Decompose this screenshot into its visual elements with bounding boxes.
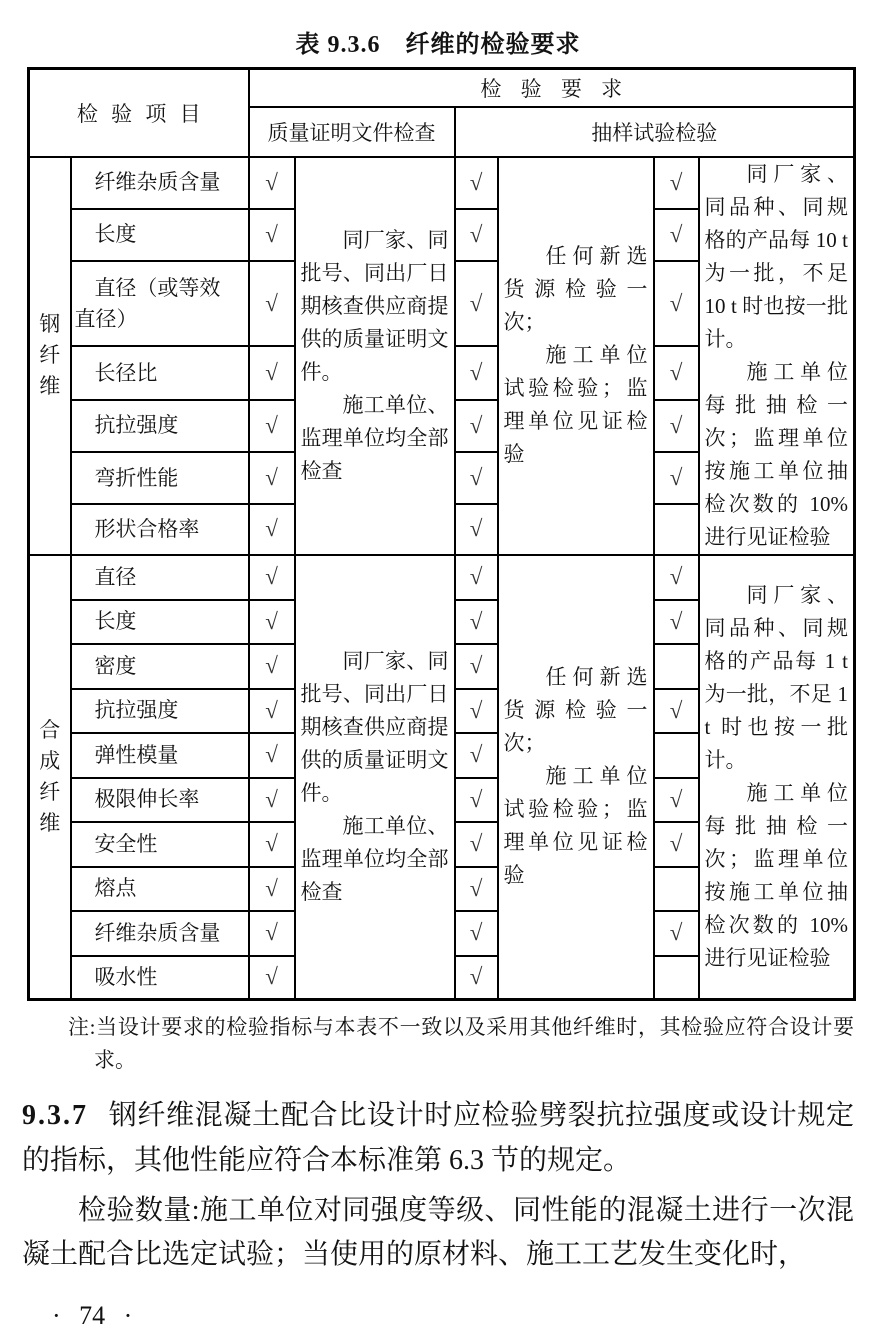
table-row xyxy=(29,157,855,209)
checkmark: √ xyxy=(249,644,295,689)
fiber-inspection-table xyxy=(27,67,856,1001)
item-label: 吸水性 xyxy=(71,956,249,1000)
checkmark: √ xyxy=(455,261,498,346)
item-label: 纤维杂质含量 xyxy=(71,157,249,209)
checkmark: √ xyxy=(455,733,498,778)
checkmark: √ xyxy=(249,157,295,209)
checkmark: √ xyxy=(249,778,295,822)
sampling-text: 任何新选货源检验一次； 施工单位试验检验；监理单位见证检验 xyxy=(498,157,654,555)
header-requirement-col: 检 验 要 求 xyxy=(249,69,855,107)
checkmark: √ xyxy=(654,400,699,452)
table-note: 注:当设计要求的检验指标与本表不一致以及采用其他纤维时，其检验应符合设计要求。 xyxy=(68,1015,854,1072)
checkmark: √ xyxy=(455,600,498,644)
checkmark: √ xyxy=(654,157,699,209)
checkmark: √ xyxy=(654,600,699,644)
checkmark: √ xyxy=(654,778,699,822)
checkmark: √ xyxy=(249,956,295,1000)
checkmark: √ xyxy=(249,822,295,867)
checkmark: √ xyxy=(249,346,295,399)
group-label-synthetic-fiber: 合成纤维 xyxy=(29,555,71,1000)
clause-number: 9.3.7 xyxy=(22,1100,88,1131)
clause-9-3-7 xyxy=(22,1093,854,1183)
checkmark: √ xyxy=(654,689,699,733)
clause-text: 钢纤维混凝土配合比设计时应检验劈裂抗拉强度或设计规定的指标，其他性能应符合本标准第 6.3 节的规定。 xyxy=(22,1100,854,1176)
checkmark: √ xyxy=(654,452,699,504)
checkmark: √ xyxy=(249,555,295,600)
checkmark: √ xyxy=(249,911,295,956)
checkmark: √ xyxy=(455,867,498,911)
checkmark xyxy=(654,867,699,911)
checkmark: √ xyxy=(249,209,295,261)
checkmark: √ xyxy=(654,346,699,399)
checkmark xyxy=(654,733,699,778)
checkmark: √ xyxy=(654,822,699,867)
checkmark: √ xyxy=(455,555,498,600)
item-label: 长径比 xyxy=(71,346,249,399)
checkmark: √ xyxy=(654,911,699,956)
item-label: 抗拉强度 xyxy=(71,400,249,452)
item-label: 形状合格率 xyxy=(71,504,249,554)
header-item-col: 检 验 项 目 xyxy=(29,69,249,157)
checkmark: √ xyxy=(249,261,295,346)
sampling-text: 任何新选货源检验一次； 施工单位试验检验；监理单位见证检验 xyxy=(498,555,654,1000)
checkmark: √ xyxy=(249,400,295,452)
header-cert-col: 质量证明文件检查 xyxy=(249,107,455,157)
item-label: 极限伸长率 xyxy=(71,778,249,822)
table-row xyxy=(29,555,855,600)
item-label: 直径（或等效直径） xyxy=(71,261,249,346)
item-label: 安全性 xyxy=(71,822,249,867)
checkmark: √ xyxy=(654,209,699,261)
batch-rule-text: 同厂家、同品种、同规格的产品每 10 t 为一批，不足 10 t 时也按一批计。 施工单位每批抽检一次；监理单位按施工单位抽检次数的 10%进行见证检验 xyxy=(699,157,855,555)
item-label: 长度 xyxy=(71,600,249,644)
item-label: 纤维杂质含量 xyxy=(71,911,249,956)
checkmark: √ xyxy=(455,504,498,554)
checkmark: √ xyxy=(455,209,498,261)
item-label: 密度 xyxy=(71,644,249,689)
checkmark: √ xyxy=(249,504,295,554)
checkmark: √ xyxy=(654,555,699,600)
item-label: 弯折性能 xyxy=(71,452,249,504)
checkmark: √ xyxy=(654,261,699,346)
header-row-1 xyxy=(29,69,855,107)
checkmark: √ xyxy=(249,867,295,911)
cert-doc-text: 同厂家、同批号、同出厂日期核查供应商提供的质量证明文件。 施工单位、监理单位均全部检查 xyxy=(295,157,455,555)
checkmark: √ xyxy=(455,644,498,689)
checkmark: √ xyxy=(249,733,295,778)
item-label: 直径 xyxy=(71,555,249,600)
checkmark: √ xyxy=(455,822,498,867)
checkmark: √ xyxy=(249,452,295,504)
batch-rule-text: 同厂家、同品种、同规格的产品每 1 t 为一批，不足 1 t 时也按一批计。 施工单位每批抽检一次；监理单位按施工单位抽检次数的 10%进行见证检验 xyxy=(699,555,855,1000)
item-label: 弹性模量 xyxy=(71,733,249,778)
checkmark: √ xyxy=(455,346,498,399)
checkmark: √ xyxy=(249,689,295,733)
item-label: 抗拉强度 xyxy=(71,689,249,733)
header-sampling-col: 抽样试验检验 xyxy=(455,107,855,157)
cert-doc-text: 同厂家、同批号、同出厂日期核查供应商提供的质量证明文件。 施工单位、监理单位均全部检查 xyxy=(295,555,455,1000)
checkmark: √ xyxy=(455,452,498,504)
table-title: 表 9.3.6 纤维的检验要求 xyxy=(295,32,581,58)
page-content xyxy=(0,24,874,1331)
page-number: · 74 · xyxy=(52,1301,133,1330)
checkmark: √ xyxy=(455,911,498,956)
checkmark: √ xyxy=(455,689,498,733)
checkmark: √ xyxy=(455,400,498,452)
checkmark: √ xyxy=(455,956,498,1000)
checkmark xyxy=(654,644,699,689)
checkmark: √ xyxy=(249,600,295,644)
checkmark xyxy=(654,956,699,1000)
checkmark: √ xyxy=(455,778,498,822)
checkmark xyxy=(654,504,699,554)
group-label-steel-fiber: 钢纤维 xyxy=(29,157,71,555)
item-label: 长度 xyxy=(71,209,249,261)
inspection-quantity-paragraph: 检验数量:施工单位对同强度等级、同性能的混凝土进行一次混凝土配合比选定试验；当使用的原材料、施工工艺发生变化时， xyxy=(22,1195,854,1270)
item-label: 熔点 xyxy=(71,867,249,911)
checkmark: √ xyxy=(455,157,498,209)
